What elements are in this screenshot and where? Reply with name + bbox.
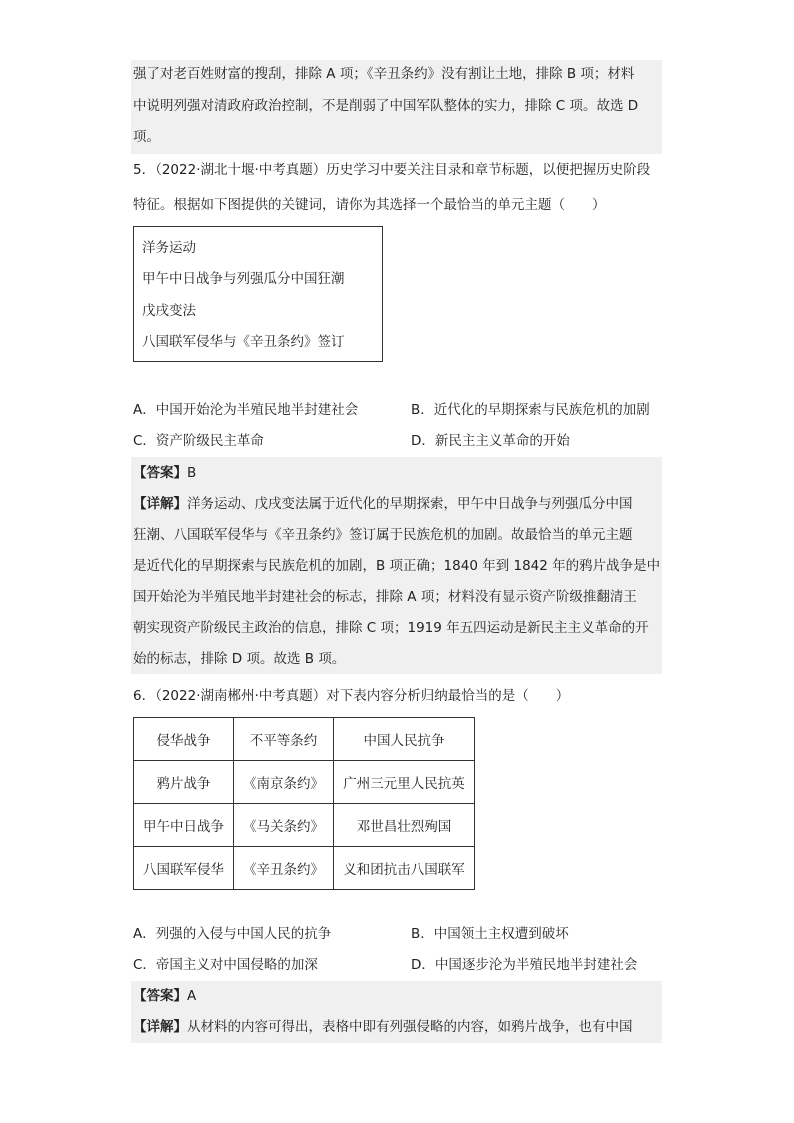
table-cell: 《马关条约》 bbox=[234, 804, 334, 847]
q5-answer-value: B bbox=[187, 465, 197, 481]
q5-keyword-4: 八国联军侵华与《辛丑条约》签订 bbox=[142, 334, 345, 350]
q4-analysis-line-2: 中说明列强对清政府政治控制，不是削弱了中国军队整体的实力，排除 C 项。故选 D bbox=[133, 98, 639, 114]
q6-option-b[interactable]: B．中国领土主权遭到破坏 bbox=[411, 926, 569, 942]
q4-analysis-line-1: 强了对老百姓财富的搜刮，排除 A 项；《辛丑条约》没有割让土地，排除 B 项；材料 bbox=[133, 66, 635, 82]
table-cell: 《南京条约》 bbox=[234, 761, 334, 804]
q5-keyword-3: 戊戌变法 bbox=[142, 303, 196, 319]
q5-detail-line-5: 朝实现资产阶级民主政治的信息，排除 C 项；1919 年五四运动是新民主主义革命的开 bbox=[133, 620, 649, 636]
q5-option-b[interactable]: B．近代化的早期探索与民族危机的加剧 bbox=[411, 402, 650, 418]
q6-option-d[interactable]: D．中国逐步沦为半殖民地半封建社会 bbox=[411, 957, 638, 973]
table-cell: 八国联军侵华 bbox=[134, 847, 234, 890]
q5-detail-line-6: 始的标志，排除 D 项。故选 B 项。 bbox=[133, 651, 346, 667]
table-row bbox=[134, 761, 475, 804]
table-header-cell: 侵华战争 bbox=[134, 718, 234, 761]
q5-detail-text-1: 洋务运动、戊戌变法属于近代化的早期探索，甲午中日战争与列强瓜分中国 bbox=[187, 496, 633, 512]
q5-stem-line-1: 5．（2022·湖北十堰·中考真题）历史学习中要关注目录和章节标题，以便把握历史阶段 bbox=[133, 162, 651, 178]
q6-option-c[interactable]: C．帝国主义对中国侵略的加深 bbox=[133, 957, 318, 973]
q6-answer-label: 【答案】 bbox=[133, 988, 187, 1004]
q5-keyword-1: 洋务运动 bbox=[142, 240, 196, 256]
q5-detail-line-3: 是近代化的早期探索与民族危机的加剧，B 项正确；1840 年到 1842 年的鸦片战争是中 bbox=[133, 558, 661, 574]
table-header-row bbox=[134, 718, 475, 761]
table-cell: 《辛丑条约》 bbox=[234, 847, 334, 890]
table-cell: 义和团抗击八国联军 bbox=[334, 847, 475, 890]
q6-detail-label: 【详解】 bbox=[133, 1019, 187, 1035]
table-header-cell: 中国人民抗争 bbox=[334, 718, 475, 761]
table-cell: 鸦片战争 bbox=[134, 761, 234, 804]
q6-option-a[interactable]: A．列强的入侵与中国人民的抗争 bbox=[133, 926, 332, 942]
q5-detail-line-4: 国开始沦为半殖民地半封建社会的标志，排除 A 项；材料没有显示资产阶级推翻清王 bbox=[133, 589, 637, 605]
q6-answer-value: A bbox=[187, 988, 197, 1004]
table-header-cell: 不平等条约 bbox=[234, 718, 334, 761]
table-cell: 邓世昌壮烈殉国 bbox=[334, 804, 475, 847]
q6-detail-line-1 bbox=[133, 1017, 633, 1037]
q5-answer bbox=[133, 463, 196, 483]
q5-detail-label: 【详解】 bbox=[133, 496, 187, 512]
q6-answer bbox=[133, 986, 196, 1006]
q5-keyword-2: 甲午中日战争与列强瓜分中国狂潮 bbox=[142, 271, 345, 287]
q5-answer-label: 【答案】 bbox=[133, 465, 187, 481]
table-cell: 甲午中日战争 bbox=[134, 804, 234, 847]
q5-option-d[interactable]: D．新民主主义革命的开始 bbox=[411, 433, 570, 449]
table-row bbox=[134, 804, 475, 847]
q5-option-a[interactable]: A．中国开始沦为半殖民地半封建社会 bbox=[133, 402, 359, 418]
q5-stem-line-2: 特征。根据如下图提供的关键词，请你为其选择一个最恰当的单元主题（ ） bbox=[133, 197, 606, 213]
table-row bbox=[134, 847, 475, 890]
q6-detail-text-1: 从材料的内容可得出，表格中即有列强侵略的内容，如鸦片战争，也有中国 bbox=[187, 1019, 633, 1035]
q5-detail-line-2: 狂潮、八国联军侵华与《辛丑条约》签订属于民族危机的加剧。故最恰当的单元主题 bbox=[133, 527, 633, 543]
q5-keyword-box bbox=[133, 226, 383, 362]
q5-option-c[interactable]: C．资产阶级民主革命 bbox=[133, 433, 264, 449]
q6-table bbox=[133, 717, 475, 890]
q4-analysis-line-3: 项。 bbox=[133, 129, 160, 145]
q6-stem: 6．（2022·湖南郴州·中考真题）对下表内容分析归纳最恰当的是（ ） bbox=[133, 688, 570, 704]
q5-detail-line-1 bbox=[133, 494, 633, 514]
table-cell: 广州三元里人民抗英 bbox=[334, 761, 475, 804]
